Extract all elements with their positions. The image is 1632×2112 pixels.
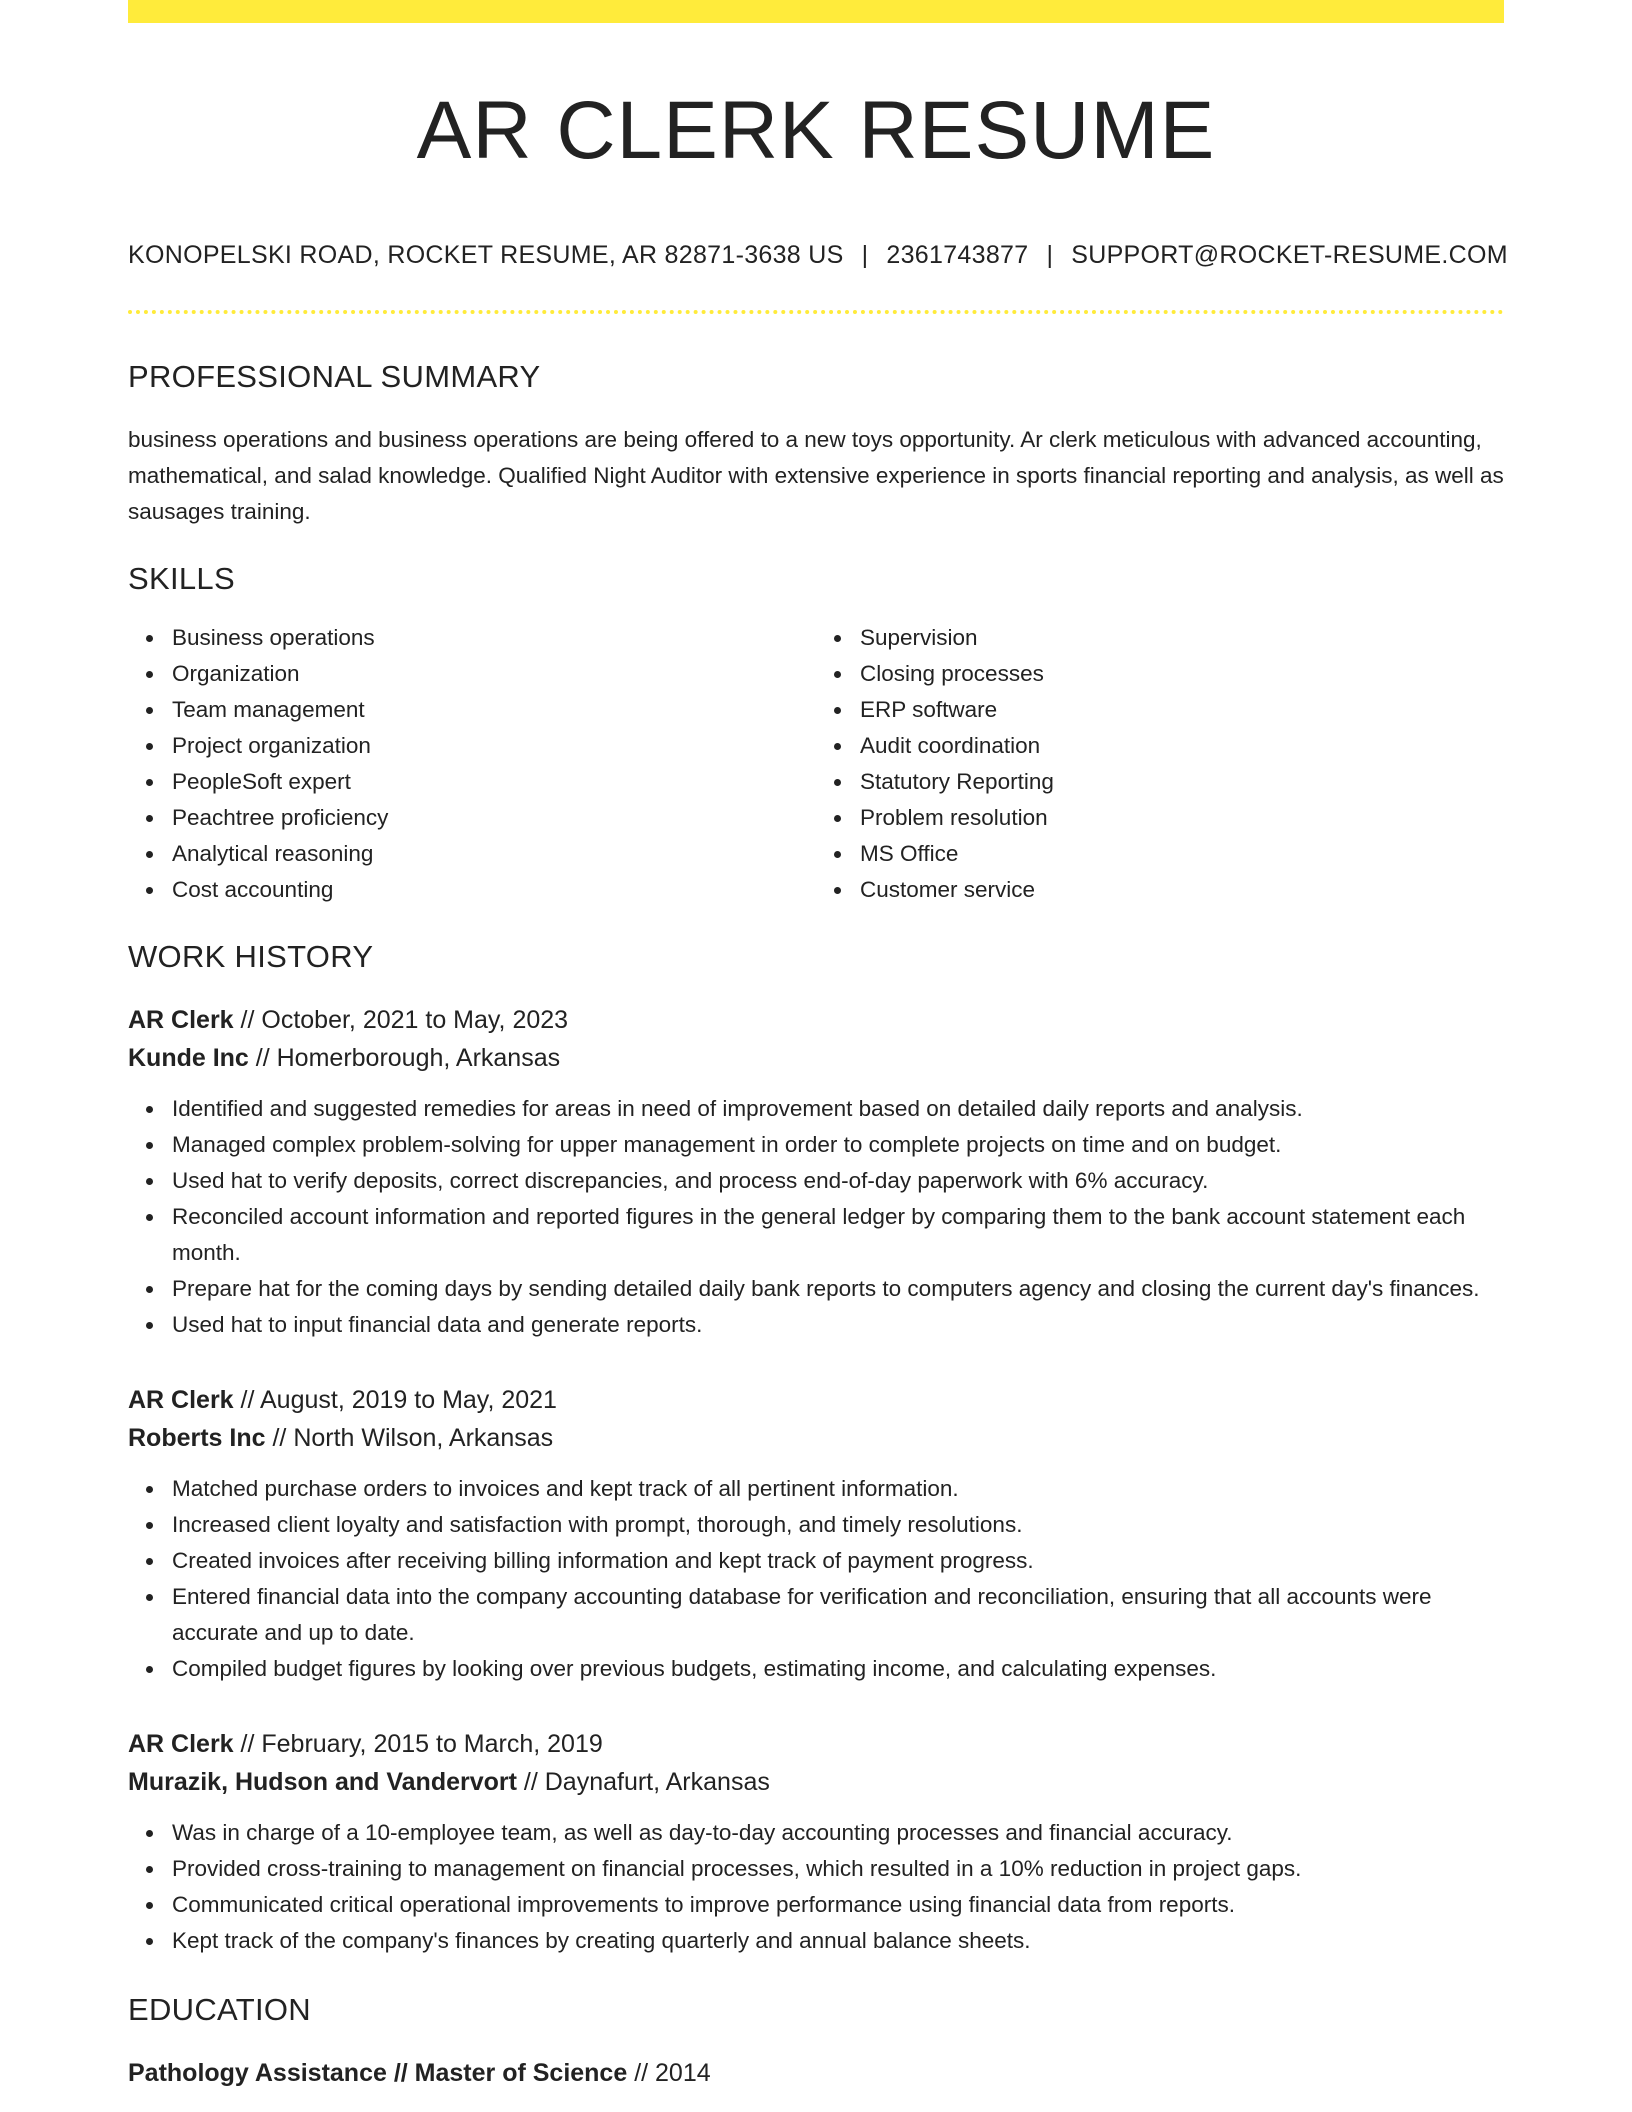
skills-heading: SKILLS (128, 561, 235, 597)
dotted-divider (128, 310, 1504, 314)
skills-column-left (128, 620, 816, 908)
resume-title: AR CLERK RESUME (416, 85, 1216, 176)
education-heading: EDUCATION (128, 1991, 311, 2027)
contact-line (128, 240, 1508, 270)
job-bullet: Provided cross-training to management on financial processes, which resulted in a 10% reduction in project gaps. (172, 1851, 1504, 1887)
job-title: AR Clerk (128, 1729, 234, 1758)
skill-item: Statutory Reporting (860, 764, 1504, 800)
job-dates: // August, 2019 to May, 2021 (233, 1385, 557, 1414)
summary-text: business operations and business operations are being offered to a new toys opportunity. Ar clerk meticulous with advanced accounting, mathematical, and salad knowledge. Qualified Night Auditor with extensive experience in sports financial reporting and analysis, as well as sausages training. (128, 427, 1504, 525)
job-bullet: Created invoices after receiving billing information and kept track of payment progress. (172, 1543, 1504, 1579)
job-bullet: Kept track of the company's finances by creating quarterly and annual balance sheets. (172, 1923, 1504, 1959)
job-bullet: Used hat to verify deposits, correct discrepancies, and process end-of-day paperwork with 6% accuracy. (172, 1163, 1504, 1199)
job-bullets (128, 1091, 1504, 1343)
job-bullets (128, 1471, 1504, 1687)
job-title: AR Clerk (128, 1005, 234, 1034)
job-bullets (128, 1815, 1504, 1959)
resume-page (128, 0, 1508, 2092)
job-entry (128, 1001, 1504, 1343)
contact-separator: | (1046, 241, 1054, 270)
job-title-line (128, 1381, 1504, 1419)
job-bullet: Compiled budget figures by looking over previous budgets, estimating income, and calculating expenses. (172, 1651, 1504, 1687)
job-bullet: Prepare hat for the coming days by sending detailed daily bank reports to computers agency and closing the current day's finances. (172, 1271, 1504, 1307)
job-bullet: Used hat to input financial data and generate reports. (172, 1307, 1504, 1343)
job-company: Kunde Inc (128, 1043, 249, 1072)
job-entry (128, 1381, 1504, 1687)
job-bullet: Communicated critical operational improvements to improve performance using financial data from reports. (172, 1887, 1504, 1923)
education-entry (128, 2054, 1504, 2092)
job-title-line (128, 1001, 1504, 1039)
job-company-line (128, 1039, 1504, 1077)
skill-item: Problem resolution (860, 800, 1504, 836)
job-title: AR Clerk (128, 1385, 234, 1414)
skill-item: Analytical reasoning (172, 836, 816, 872)
job-bullet: Managed complex problem-solving for upper management in order to complete projects on time and on budget. (172, 1127, 1504, 1163)
job-location: // Daynafurt, Arkansas (516, 1767, 770, 1796)
summary-heading: PROFESSIONAL SUMMARY (128, 359, 541, 395)
job-title-line (128, 1725, 1504, 1763)
job-bullet: Entered financial data into the company accounting database for verification and reconciliation, ensuring that all accounts were accurate and up to date. (172, 1579, 1504, 1651)
skill-item: Organization (172, 656, 816, 692)
job-location: // North Wilson, Arkansas (265, 1423, 554, 1452)
skill-item: Business operations (172, 620, 816, 656)
job-bullet: Reconciled account information and reported figures in the general ledger by comparing them to the bank account statement each month. (172, 1199, 1504, 1271)
contact-separator: | (861, 241, 869, 270)
job-company: Roberts Inc (128, 1423, 266, 1452)
skill-item: Customer service (860, 872, 1504, 908)
skill-item: Cost accounting (172, 872, 816, 908)
skill-item: Team management (172, 692, 816, 728)
job-bullet: Was in charge of a 10-employee team, as well as day-to-day accounting processes and financial accuracy. (172, 1815, 1504, 1851)
job-company-line (128, 1419, 1504, 1457)
education-degree: Pathology Assistance // Master of Science (128, 2058, 628, 2087)
job-location: // Homerborough, Arkansas (248, 1043, 561, 1072)
contact-address: KONOPELSKI ROAD, ROCKET RESUME, AR 82871-3638 US (128, 241, 844, 270)
job-bullet: Identified and suggested remedies for areas in need of improvement based on detailed daily reports and analysis. (172, 1091, 1504, 1127)
skill-item: Peachtree proficiency (172, 800, 816, 836)
contact-email: SUPPORT@ROCKET-RESUME.COM (1071, 241, 1508, 270)
accent-top-bar (128, 0, 1504, 23)
skill-item: MS Office (860, 836, 1504, 872)
skill-item: Project organization (172, 728, 816, 764)
job-company: Murazik, Hudson and Vandervort (128, 1767, 517, 1796)
skill-item: Supervision (860, 620, 1504, 656)
contact-phone: 2361743877 (886, 241, 1029, 270)
skills-list (128, 620, 1504, 908)
job-bullet: Increased client loyalty and satisfaction with prompt, thorough, and timely resolutions. (172, 1507, 1504, 1543)
job-company-line (128, 1763, 1504, 1801)
job-dates: // October, 2021 to May, 2023 (233, 1005, 569, 1034)
skill-item: Closing processes (860, 656, 1504, 692)
skills-column-right (816, 620, 1504, 908)
education-year: // 2014 (627, 2058, 711, 2087)
skill-item: PeopleSoft expert (172, 764, 816, 800)
job-entry (128, 1725, 1504, 1959)
job-bullet: Matched purchase orders to invoices and kept track of all pertinent information. (172, 1471, 1504, 1507)
job-dates: // February, 2015 to March, 2019 (233, 1729, 603, 1758)
skill-item: ERP software (860, 692, 1504, 728)
skill-item: Audit coordination (860, 728, 1504, 764)
work-history-heading: WORK HISTORY (128, 938, 374, 974)
